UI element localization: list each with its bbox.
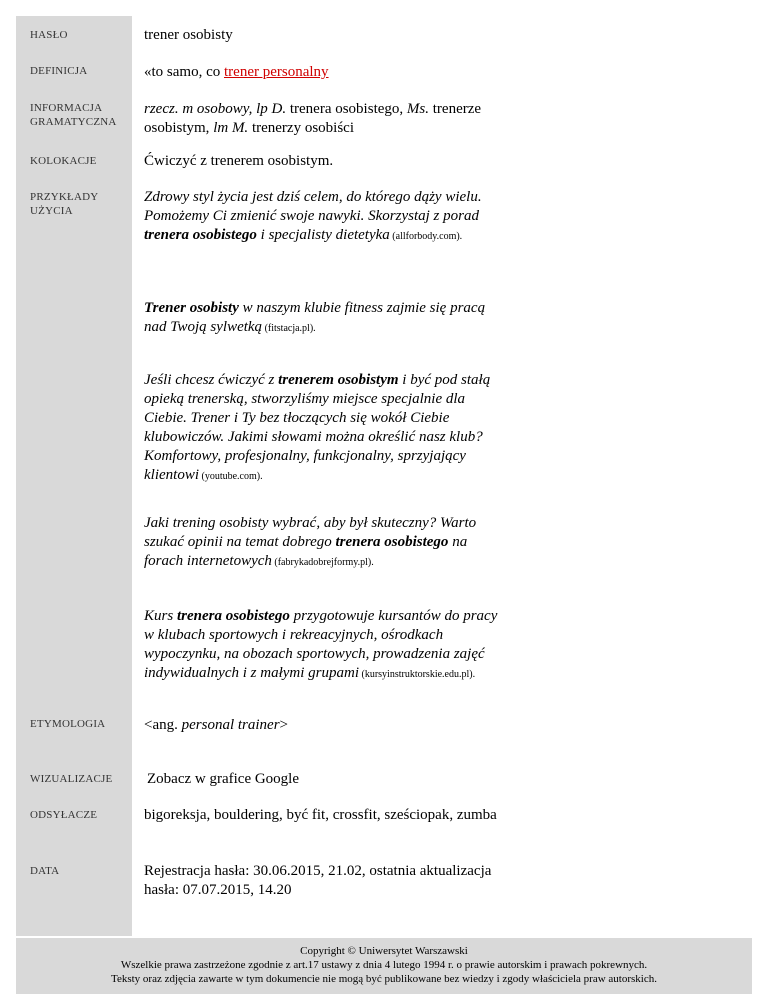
example-3: Jeśli chcesz ćwiczyć z trenerem osobistym i być pod stałą opieką trenerską, stworzyliśmy miejsce specjalnie dla Ciebie. Trener i Ty bez tłoczących się wokół Ciebie klubowiczów. Jakimi słowami można określić nasz klub? Komfortowy, profesjonalny, funkcjonalny, sprzyjający klientowi (youtube.com). bbox=[144, 372, 491, 483]
definition-link[interactable]: trener personalny bbox=[224, 64, 329, 80]
cross-references: bigoreksja, bouldering, być fit, crossfit, sześciopak, zumba bbox=[144, 807, 497, 823]
label-wizualizacje: WIZUALIZACJE bbox=[30, 773, 113, 785]
label-gram: INFORMACJA GRAMATYCZNA bbox=[30, 102, 117, 128]
footer-line-1: Copyright © Uniwersytet Warszawski bbox=[300, 945, 468, 957]
grammar-info: rzecz. m osobowy, lp D. trenera osobistego, Ms. trenerze osobistym, lm M. trenerzy osobiści bbox=[144, 101, 482, 136]
label-przyklady: PRZYKŁADY UŻYCIA bbox=[30, 191, 99, 217]
example-5: Kurs trenera osobistego przygotowuje kursantów do pracy w klubach sportowych i rekreacyjnych, ośrodkach wypoczynku, na obozach sportowych, prowadzenia zajęć indywidualnych i z małymi grupami (kursyinstruktorskie.edu.pl). bbox=[144, 608, 498, 681]
label-definicja: DEFINICJA bbox=[30, 65, 88, 77]
definition-prefix: «to samo, co bbox=[144, 64, 224, 80]
google-images-link[interactable]: Zobacz w grafice Google bbox=[147, 771, 300, 787]
example-1: Zdrowy styl życia jest dziś celem, do którego dąży wielu. Pomożemy Ci zmienić swoje nawyki. Skorzystaj z porad trenera osobistego i specjalisty dietetyka (allforbody.com). bbox=[144, 189, 482, 243]
footer-line-2: Wszelkie prawa zastrzeżone zgodnie z art.17 ustawy z dnia 4 lutego 1994 r. o prawie autorskim i prawach pokrewnych. bbox=[120, 959, 648, 971]
headword: trener osobisty bbox=[144, 27, 233, 43]
label-data: DATA bbox=[30, 865, 60, 877]
example-2: Trener osobisty w naszym klubie fitness zajmie się pracą nad Twoją sylwetką (fitstacja.pl). bbox=[144, 300, 486, 335]
collocations: Ćwiczyć z trenerem osobistym. bbox=[144, 153, 334, 169]
label-haslo: HASŁO bbox=[30, 29, 68, 41]
footer-line-3: Teksty oraz zdjęcia zawarte w tym dokumencie nie mogą być publikowane bez wiedzy i zgody właściciela praw autorskich. bbox=[111, 973, 657, 985]
entry-dates: Rejestracja hasła: 30.06.2015, 21.02, ostatnia aktualizacja hasła: 07.07.2015, 14.20 bbox=[144, 863, 492, 898]
etymology: <ang. personal trainer> bbox=[144, 717, 289, 733]
copyright-footer bbox=[16, 938, 752, 994]
label-kolokacje: KOLOKACJE bbox=[30, 155, 97, 167]
label-etymologia: ETYMOLOGIA bbox=[30, 718, 106, 730]
example-4: Jaki trening osobisty wybrać, aby był skuteczny? Warto szukać opinii na temat dobrego trenera osobistego na forach internetowych (fabrykadobrejformy.pl). bbox=[144, 515, 477, 569]
definition bbox=[144, 63, 504, 82]
label-odsylacze: ODSYŁACZE bbox=[30, 809, 98, 821]
